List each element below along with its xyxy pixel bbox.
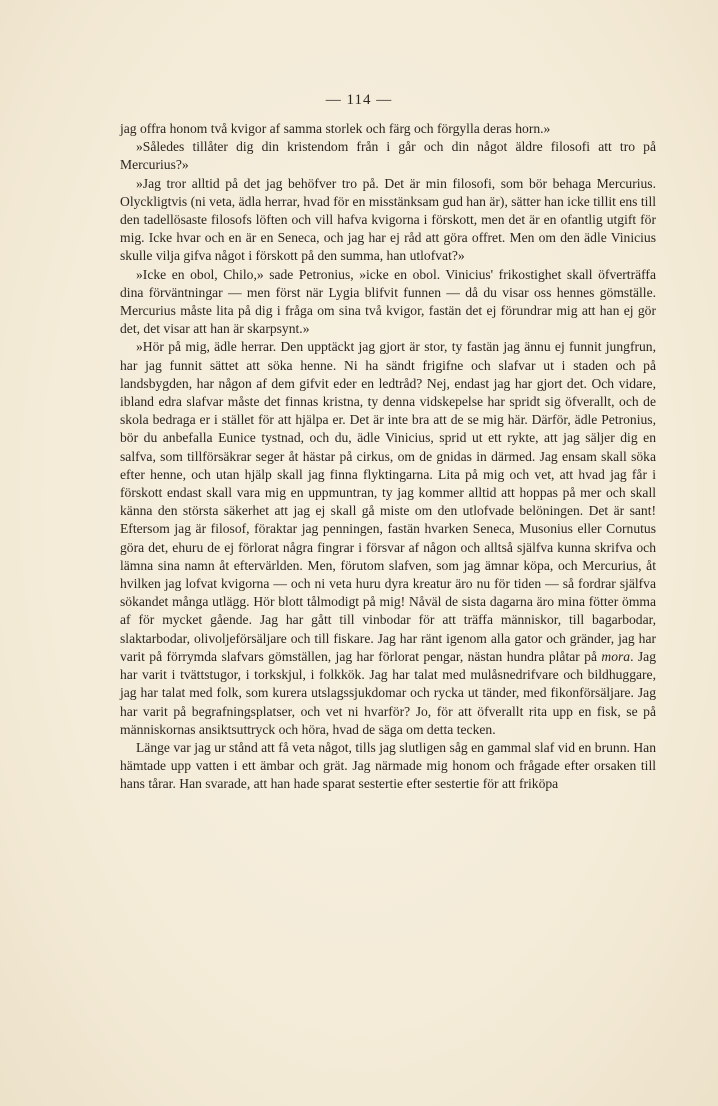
paragraph: Länge var jag ur stånd att få veta något, tills jag slutligen såg en gammal slaf vid en brunn. Han hämtade upp vatten i ett ämbar och grät. Jag närmade mig honom och frågade efter orsaken till hans tårar. Han svarade, att han hade sparat sestertie efter sestertie för att friköpa — [120, 739, 656, 792]
paragraph-text: . Jag har varit i tvättstugor, i torkskjul, i folkkök. Jag har talat med mulåsnedrifvare och bildhuggare, jag har talat med folk, som kurera utslagssjukdomar och rycka ut tänder, med fikonförsäljare. Jag har varit på begrafningsplatser, och vet ni hvarför? Jo, för att öfverallt rita upp en fisk, se på människornas ansiktsuttryck och höra, hvad de säga om detta tecken. — [120, 648, 656, 737]
body-text — [120, 120, 656, 794]
paragraph: »Således tillåter dig din kristendom från i går och din något äldre filosofi att tro på Mercurius?» — [120, 139, 656, 173]
paragraph: »Jag tror alltid på det jag behöfver tro på. Det är min filosofi, som bör behaga Mercurius. Olyckligtvis (ni veta, ädla herrar, hvad för en misstänksam gud han är), sätter han icke tillit ens till den tadellösaste filosofs löften och vill hafva kvigorna i förskott, men det är en ofantlig utgift för mig. Icke hvar och en är en Seneca, och jag har ej råd att göra offret. Men om den ädle Vinicius skulle vilja gifva något i förskott på den summa, han utlofvat?» — [120, 175, 656, 264]
page-number: — 114 — — [325, 92, 393, 108]
paragraph: »Icke en obol, Chilo,» sade Petronius, »icke en obol. Vinicius' frikostighet skall öfverträffa dina förväntningar — men först när Lygia blifvit funnen — då du visar oss hennes gömställe. Mercurius måste lita på dig i fråga om sina två kvigor, fastän det ej förundrar mig att han ej gör det, det visar att han är skarpsynt.» — [120, 266, 656, 337]
paragraph: jag offra honom två kvigor af samma storlek och färg och förgylla deras horn.» — [120, 121, 551, 136]
italic-word: mora — [601, 648, 631, 664]
paragraph — [120, 338, 656, 738]
paragraph-text: »Hör på mig, ädle herrar. Den upptäckt jag gjort är stor, ty fastän jag ännu ej funnit jungfrun, har jag funnit sättet att söka henne. Ni ha sändt frigifne och slafvar ut i staden och på landsbygden, har någon af dem gifvit eder en ledtråd? Nej, endast jag har gjort det. Och vidare, ibland edra slafvar måste det finnas kristna, ty denna vidskepelse har spridt sig öfverallt, och de skola bedraga er i stället för att hjälpa er. Det är inte bra att de se mig här. Därför, ädle Petronius, bör du anbefalla Eunice tystnad, och du, ädle Vinicius, sprid ut ett rykte, att jag säljer dig en salfva, som tillförsäkrar seger åt hästar på cirkus, om de gnidas in därmed. Jag ensam skall söka efter henne, och utan hjälp skall jag finna flyktingarna. Lita på mig och vet, att hvad jag får i förskott endast skall vara mig en uppmuntran, ty jag kommer alltid att hoppas på mer och skall känna den största säkerhet att jag ej skall gå miste om den utlofvade belöningen. Det är sant! Eftersom jag är filosof, föraktar jag penningen, fastän hvarken Seneca, Musonius eller Cornutus göra det, ehuru de ej förlorat några fingrar i försvar af någon och alltså själfva kunna skrifva och lämna sina namn åt eftervärlden. Men, förutom slafven, som jag ämnar köpa, och Mercurius, åt hvilken jag lofvat kvigorna — och ni veta huru dyra kreatur äro nu för tiden — så fordrar själfva sökandet många utlägg. Hör blott tålmodigt på mig! Nåväl de sista dagarna äro mina fötter ömma af för mycket gående. Jag har gått till vinbodar för att träffa människor, till bagarbodar, slaktarbodar, olivoljeförsäljare och till fiskare. Jag har ränt igenom alla gator och gränder, jag har varit på förrymda slafvars gömställen, jag har förlorat pengar, nästan hundra plåtar på — [120, 339, 656, 664]
